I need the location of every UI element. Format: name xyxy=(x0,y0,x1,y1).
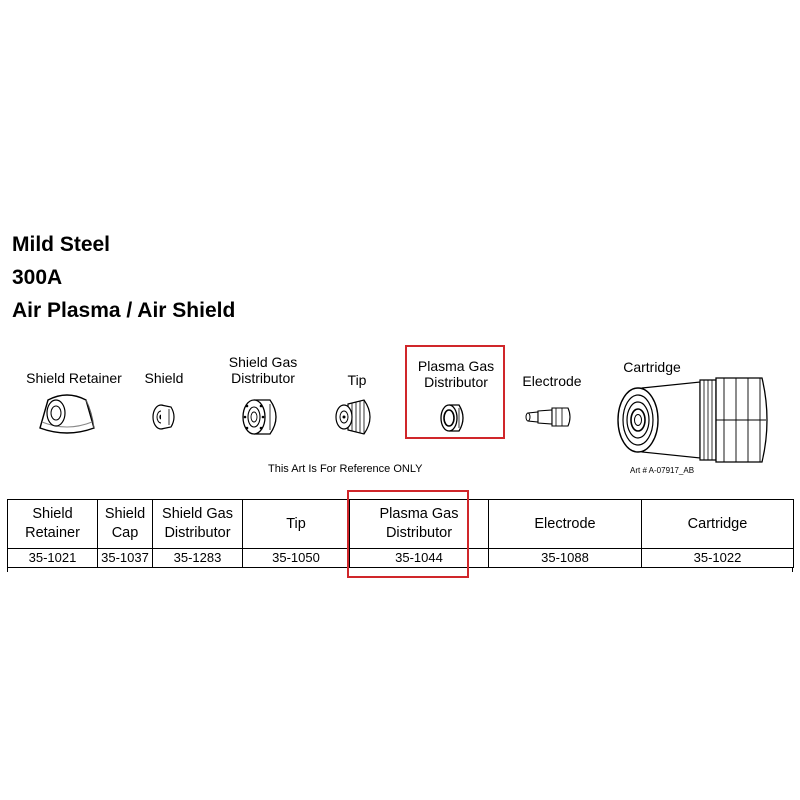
column-header-shield-gas-distributor: Shield Gas Distributor xyxy=(153,500,243,549)
cartridge-icon xyxy=(612,374,778,464)
part-number-shield-retainer: 35-1021 xyxy=(8,549,98,568)
part-label-shield: Shield xyxy=(144,370,184,386)
column-header-plasma-gas-distributor: Plasma Gas Distributor xyxy=(350,500,489,549)
shield-cap-icon xyxy=(149,400,179,434)
column-header-cartridge: Cartridge xyxy=(642,500,794,549)
amperage-heading: 300A xyxy=(12,266,63,289)
part-label-electrode: Electrode xyxy=(522,373,582,389)
part-label-shield-gas-distributor: Shield Gas Distributor xyxy=(228,354,298,386)
plasma-gas-distributor-column-highlight xyxy=(347,490,469,578)
column-header-tip: Tip xyxy=(243,500,350,549)
part-number-plasma-gas-distributor: 35-1044 xyxy=(350,549,489,568)
part-number-shield-gas-distributor: 35-1283 xyxy=(153,549,243,568)
shield-retainer-icon xyxy=(34,386,100,440)
material-heading: Mild Steel xyxy=(12,233,111,256)
column-header-electrode: Electrode xyxy=(489,500,642,549)
part-label-shield-retainer: Shield Retainer xyxy=(26,370,122,386)
part-number-tip: 35-1050 xyxy=(243,549,350,568)
part-number-electrode: 35-1088 xyxy=(489,549,642,568)
part-label-plasma-gas-distributor: Plasma Gas Distributor xyxy=(417,358,495,390)
shield-gas-distributor-icon xyxy=(240,394,286,440)
part-number-shield-cap: 35-1037 xyxy=(98,549,153,568)
column-header-shield-cap: Shield Cap xyxy=(98,500,153,549)
electrode-icon xyxy=(524,404,574,430)
part-label-cartridge: Cartridge xyxy=(623,359,681,375)
part-label-tip: Tip xyxy=(347,372,367,388)
tip-icon xyxy=(330,394,384,440)
part-number-cartridge: 35-1022 xyxy=(642,549,794,568)
process-heading: Air Plasma / Air Shield xyxy=(12,299,236,322)
column-header-shield-retainer: Shield Retainer xyxy=(8,500,98,549)
plasma-gas-distributor-icon xyxy=(437,402,471,434)
reference-note: This Art Is For Reference ONLY xyxy=(268,463,423,475)
art-number: Art # A-07917_AB xyxy=(630,466,695,475)
